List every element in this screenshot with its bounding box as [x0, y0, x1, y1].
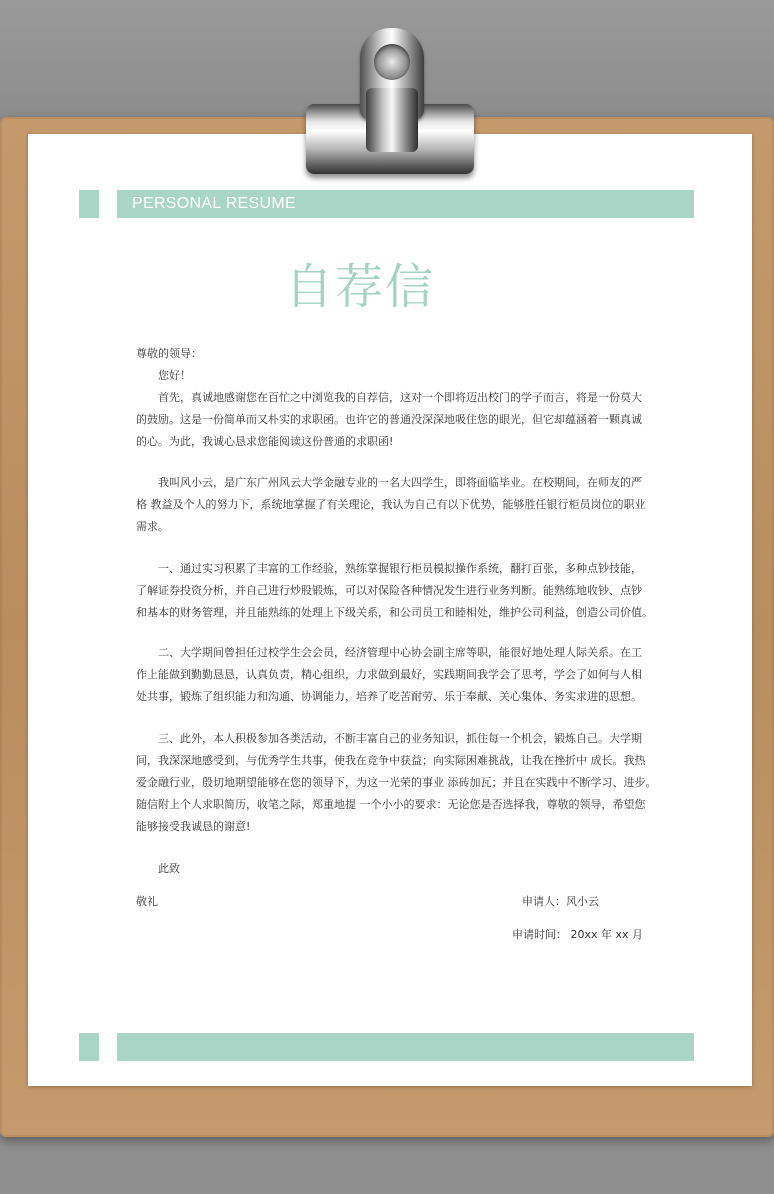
page-title: 自荐信	[284, 259, 435, 315]
binder-clip-front	[366, 88, 418, 152]
paragraph-3-line-3: 和基本的财务管理，并且能熟练的处理上下级关系，和公司员工和睦相处，维护公司利益，创造公司价值。	[136, 606, 653, 619]
footer-band	[117, 1033, 694, 1061]
footer-band-small	[79, 1033, 99, 1061]
header-band-small	[79, 190, 99, 218]
paragraph-4-line-1: 二、大学期间曾担任过校学生会会员，经济管理中心协会副主席等职，能很好地处理人际关系。在工	[158, 646, 642, 659]
greeting: 您好！	[158, 369, 191, 382]
paragraph-2-line-1: 我叫风小云，是广东广州风云大学金融专业的一名大四学生，即将面临毕业。在校期间，在师友的严	[158, 476, 642, 489]
paragraph-4-line-2: 作上能做到勤勤恳恳，认真负责，精心组织，力求做到最好，实践期间我学会了思考，学会了如何与人相	[136, 668, 642, 681]
paragraph-2-line-2: 格 教益及个人的努力下，系统地掌握了有关理论，我认为自己有以下优势，能够胜任银行柜员岗位的职业	[136, 498, 646, 511]
salutation: 尊敬的领导：	[136, 347, 202, 360]
applicant-name: 申请人：风小云	[522, 895, 599, 908]
closing-jingli: 敬礼	[136, 895, 158, 908]
paragraph-1-line-2: 的鼓励。这是一份简单而又朴实的求职函。也许它的普通没深深地吸住您的眼光，但它却蕴涵着一颗真诚	[136, 413, 642, 426]
paragraph-2-line-3: 需求。	[136, 520, 169, 533]
band-title: PERSONAL RESUME	[132, 195, 296, 212]
closing-zhizhi: 此致	[158, 862, 180, 875]
application-date: 申请时间： 20xx 年 xx 月	[512, 928, 644, 941]
paragraph-4-line-3: 处共事，锻炼了组织能力和沟通、协调能力，培养了吃苦耐劳、乐于奉献、关心集体、务实求进的思想。	[136, 690, 642, 703]
paragraph-3-line-1: 一、通过实习积累了丰富的工作经验，熟练掌握银行柜员模拟操作系统，翻打百张，多种点钞技能，	[158, 562, 642, 575]
paragraph-5-line-1: 三、此外，本人积极参加各类活动，不断丰富自己的业务知识，抓住每一个机会，锻炼自己。大学期	[158, 732, 642, 745]
paragraph-1-line-1: 首先，真诚地感谢您在百忙之中浏览我的自荐信，这对一个即将迈出校门的学子而言，将是一份莫大	[158, 391, 642, 404]
paragraph-3-line-2: 了解证券投资分析，并自己进行炒股锻炼，可以对保险各种情况发生进行业务判断。能熟练地收钞、点钞	[136, 584, 642, 597]
paragraph-5-line-3: 爱金融行业，殷切地期望能够在您的领导下，为这一光荣的事业 添砖加瓦；并且在实践中不断学习、进步。	[136, 776, 657, 789]
binder-clip-hole	[374, 44, 410, 80]
paragraph-5-line-5: 能够接受我诚恳的谢意!	[136, 820, 251, 833]
page-title-wrap	[250, 254, 470, 320]
paragraph-5-line-4: 随信附上个人求职简历，收笔之际，郑重地提 一个小小的要求：无论您是否选择我，尊敬的领导，希望您	[136, 798, 646, 811]
paragraph-1-line-3: 的心。为此，我诚心恳求您能阅读这份普通的求职函!	[136, 435, 394, 448]
paragraph-5-line-2: 间，我深深地感受到，与优秀学生共事，使我在竞争中获益；向实际困难挑战，让我在挫折中 成长。我热	[136, 754, 646, 767]
